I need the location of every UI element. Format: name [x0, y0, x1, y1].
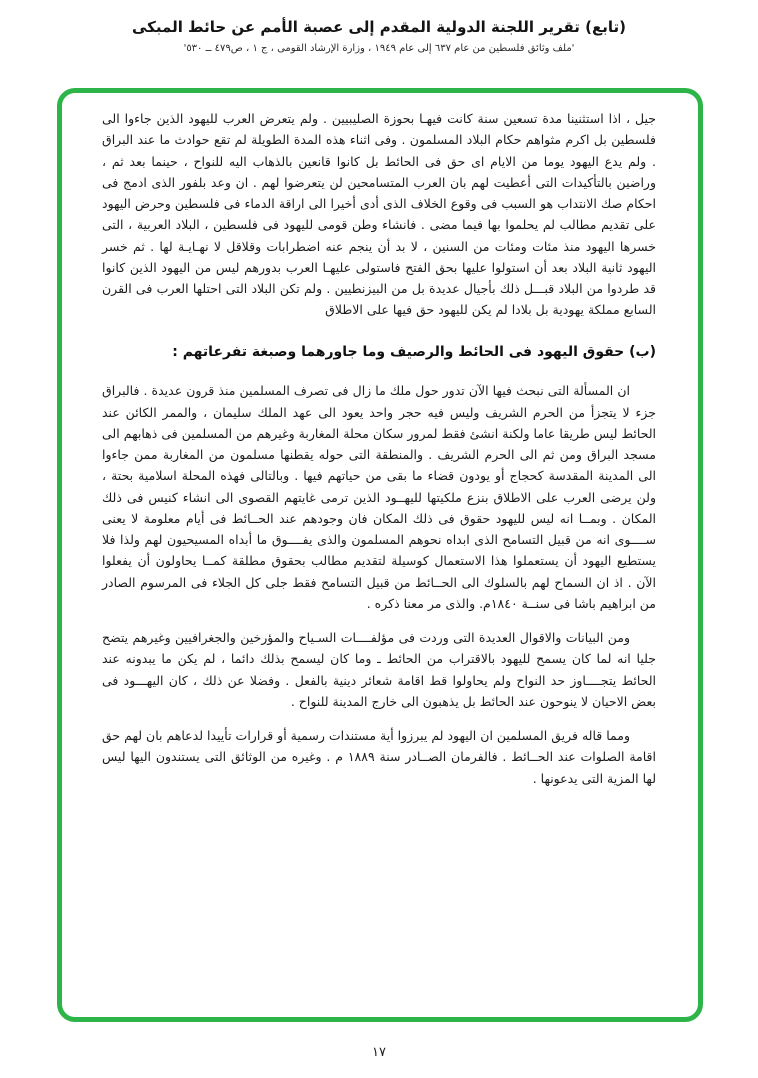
document-header	[0, 18, 758, 54]
section-heading: (ب) حقوق اليهود فى الحائط والرصيف وما جاورهما وصبغة تفرعاتهم :	[172, 343, 656, 360]
green-highlight-frame	[57, 88, 703, 1022]
paragraph: جيل ، اذا استثنينا مدة تسعين سنة كانت فيهـا بحوزة الصليبيين . ولم يتعرض العرب لليهود الذين جاءوا الى فلسطين بل اكرم مثواهم حكام البلاد المسلمون . وفى اثناء هذه المدة الطويلة لم تقع حوادث ما عند البراق . ولم يدع اليهود يوما من الايام اى حق فى الحائط بل كانوا قانعين بالذهاب اليه للنواح ، حينما بعد ثم ، وراضين بالتأكيدات التى أعطيت لهم بان العرب المتسامحين لن يتعرضوا لهم . ان وعد بلفور الذى ادمج فى احكام صك الانتداب هو السبب فى وقوع الخلاف الذى أدى أخيرا الى اراقة الدماء فى فلسطين وحرض اليهود على تقديم مطالب لم يحلموا بها فيما مضى . فانشاء وطن قومى لليهود فى فلسطين ، البلاد العربية ، التى خسرها اليهود منذ مئات ومئات من السنين ، لا بد أن ينجم عنه اضطرابات وقلاقل لا نهـايـة لها . ثم خسر اليهود ثانية البلاد بعد أن استولوا عليها بحق الفتح فاستولى عليهـا العرب بدورهم ليس من اليهود الذين كانوا قد طردوا من البلاد قبـــل ذلك بأجيال عديدة بل من البيزنطيين . ولم تكن البلاد التى احتلها العرب فى القرن السابع مملكة يهودية بل بلادا لم يكن لليهود حق فيها على الاطلاق	[102, 111, 656, 318]
page-subtitle: 'ملف وثائق فلسطين من عام ٦٣٧ إلى عام ١٩٤٩ ، وزارة الإرشاد القومى ، ج ١ ، ص٤٧٩ ــ ٥٣٠'	[183, 43, 575, 54]
page-number: ١٧	[372, 1045, 386, 1060]
paragraph: ومما قاله فريق المسلمين ان اليهود لم يبرزوا أية مستندات رسمية أو قرارات تأييدا لدعاهم بان لهم حق اقامة الصلوات عند الحــائط . فالفرمان الصــادر سنة ١٨٨٩ م . وغيره من الوثائق التى يستندون اليها ليس لها المزية التى يدعونها .	[102, 728, 656, 786]
paragraph: ان المسألة التى نبحث فيها الآن تدور حول ملك ما زال فى تصرف المسلمين منذ قرون عديدة . فالبراق جزء لا يتجزأ من الحرم الشريف وليس فيه حجر واحد يعود الى عهد الملك سليمان ، والممر الكائن عند الحائط ليس طريقا عاما ولكنة انشئ فقط لمرور سكان محلة المغاربة وغيرهم من المسلمين فى ذهابهم الى مسجد البراق ومن ثم الى الحرم الشريف . والمنطقة التى حوله يقطنها مسلمون من المغاربة ممن جاءوا الى المدينة المقدسة كحجاج أو يودون قضاء ما بقى من حياتهم فيها . وبالتالى فهذه المحلة اسلامية بحتة ، ولن يرضى العرب على الاطلاق بنزع ملكيتها لليهــود الذين ترمى غايتهم القصوى الى انشاء كنيس فى ذلك المكان . وبمــا انه ليس لليهود حقوق فى ذلك المكان فان وجودهم عند الحــائط فى أيام معلومة لا يعنى ســــوى انه من قبيل التسامح الذى ابداه نحوهم المسلمون والذى يفــــوق ما أبداه المسيحيون لهم ولذا فلا يستطيع اليهود أن يستعملوا هذا الاستعمال كوسيلة لتقديم مطالب بحقوق مطلقة كمــا يحاولون أن يفعلوا الآن . اذ ان السماح لهم بالسلوك الى الحــائط من قبيل التسامح فقط جلى كل الجلاء فى المرسوم الصادر من ابراهيم باشا فى سنــة ١٨٤٠م. والذى مر معنا ذكره .	[102, 383, 656, 611]
scan-content	[62, 93, 698, 812]
paragraph: ومن البيانات والاقوال العديدة التى وردت فى مؤلفــــات السـياح والمؤرخين والجغرافيين وغيرهم يتضح جليا انه لما كان يسمح لليهود بالاقتراب من الحائط ـ وما كان ليسمح بذلك دائما ، لم يكن ما يبدونه عند الحائط يتجــــاوز حد النواح ولم يحاولوا قط اقامة شعائر دينية بالفعل . وفضلا عن ذلك ، كان اليهـــود فى بعض الاحيان لا ينوحون عند الحائط بل يذهبون الى خارج المدينة للنواح .	[102, 630, 656, 709]
page-footer	[0, 1041, 758, 1060]
page-title: (تابع) تقرير اللجنة الدولية المقدم إلى عصبة الأمم عن حائط المبكى	[131, 18, 626, 36]
